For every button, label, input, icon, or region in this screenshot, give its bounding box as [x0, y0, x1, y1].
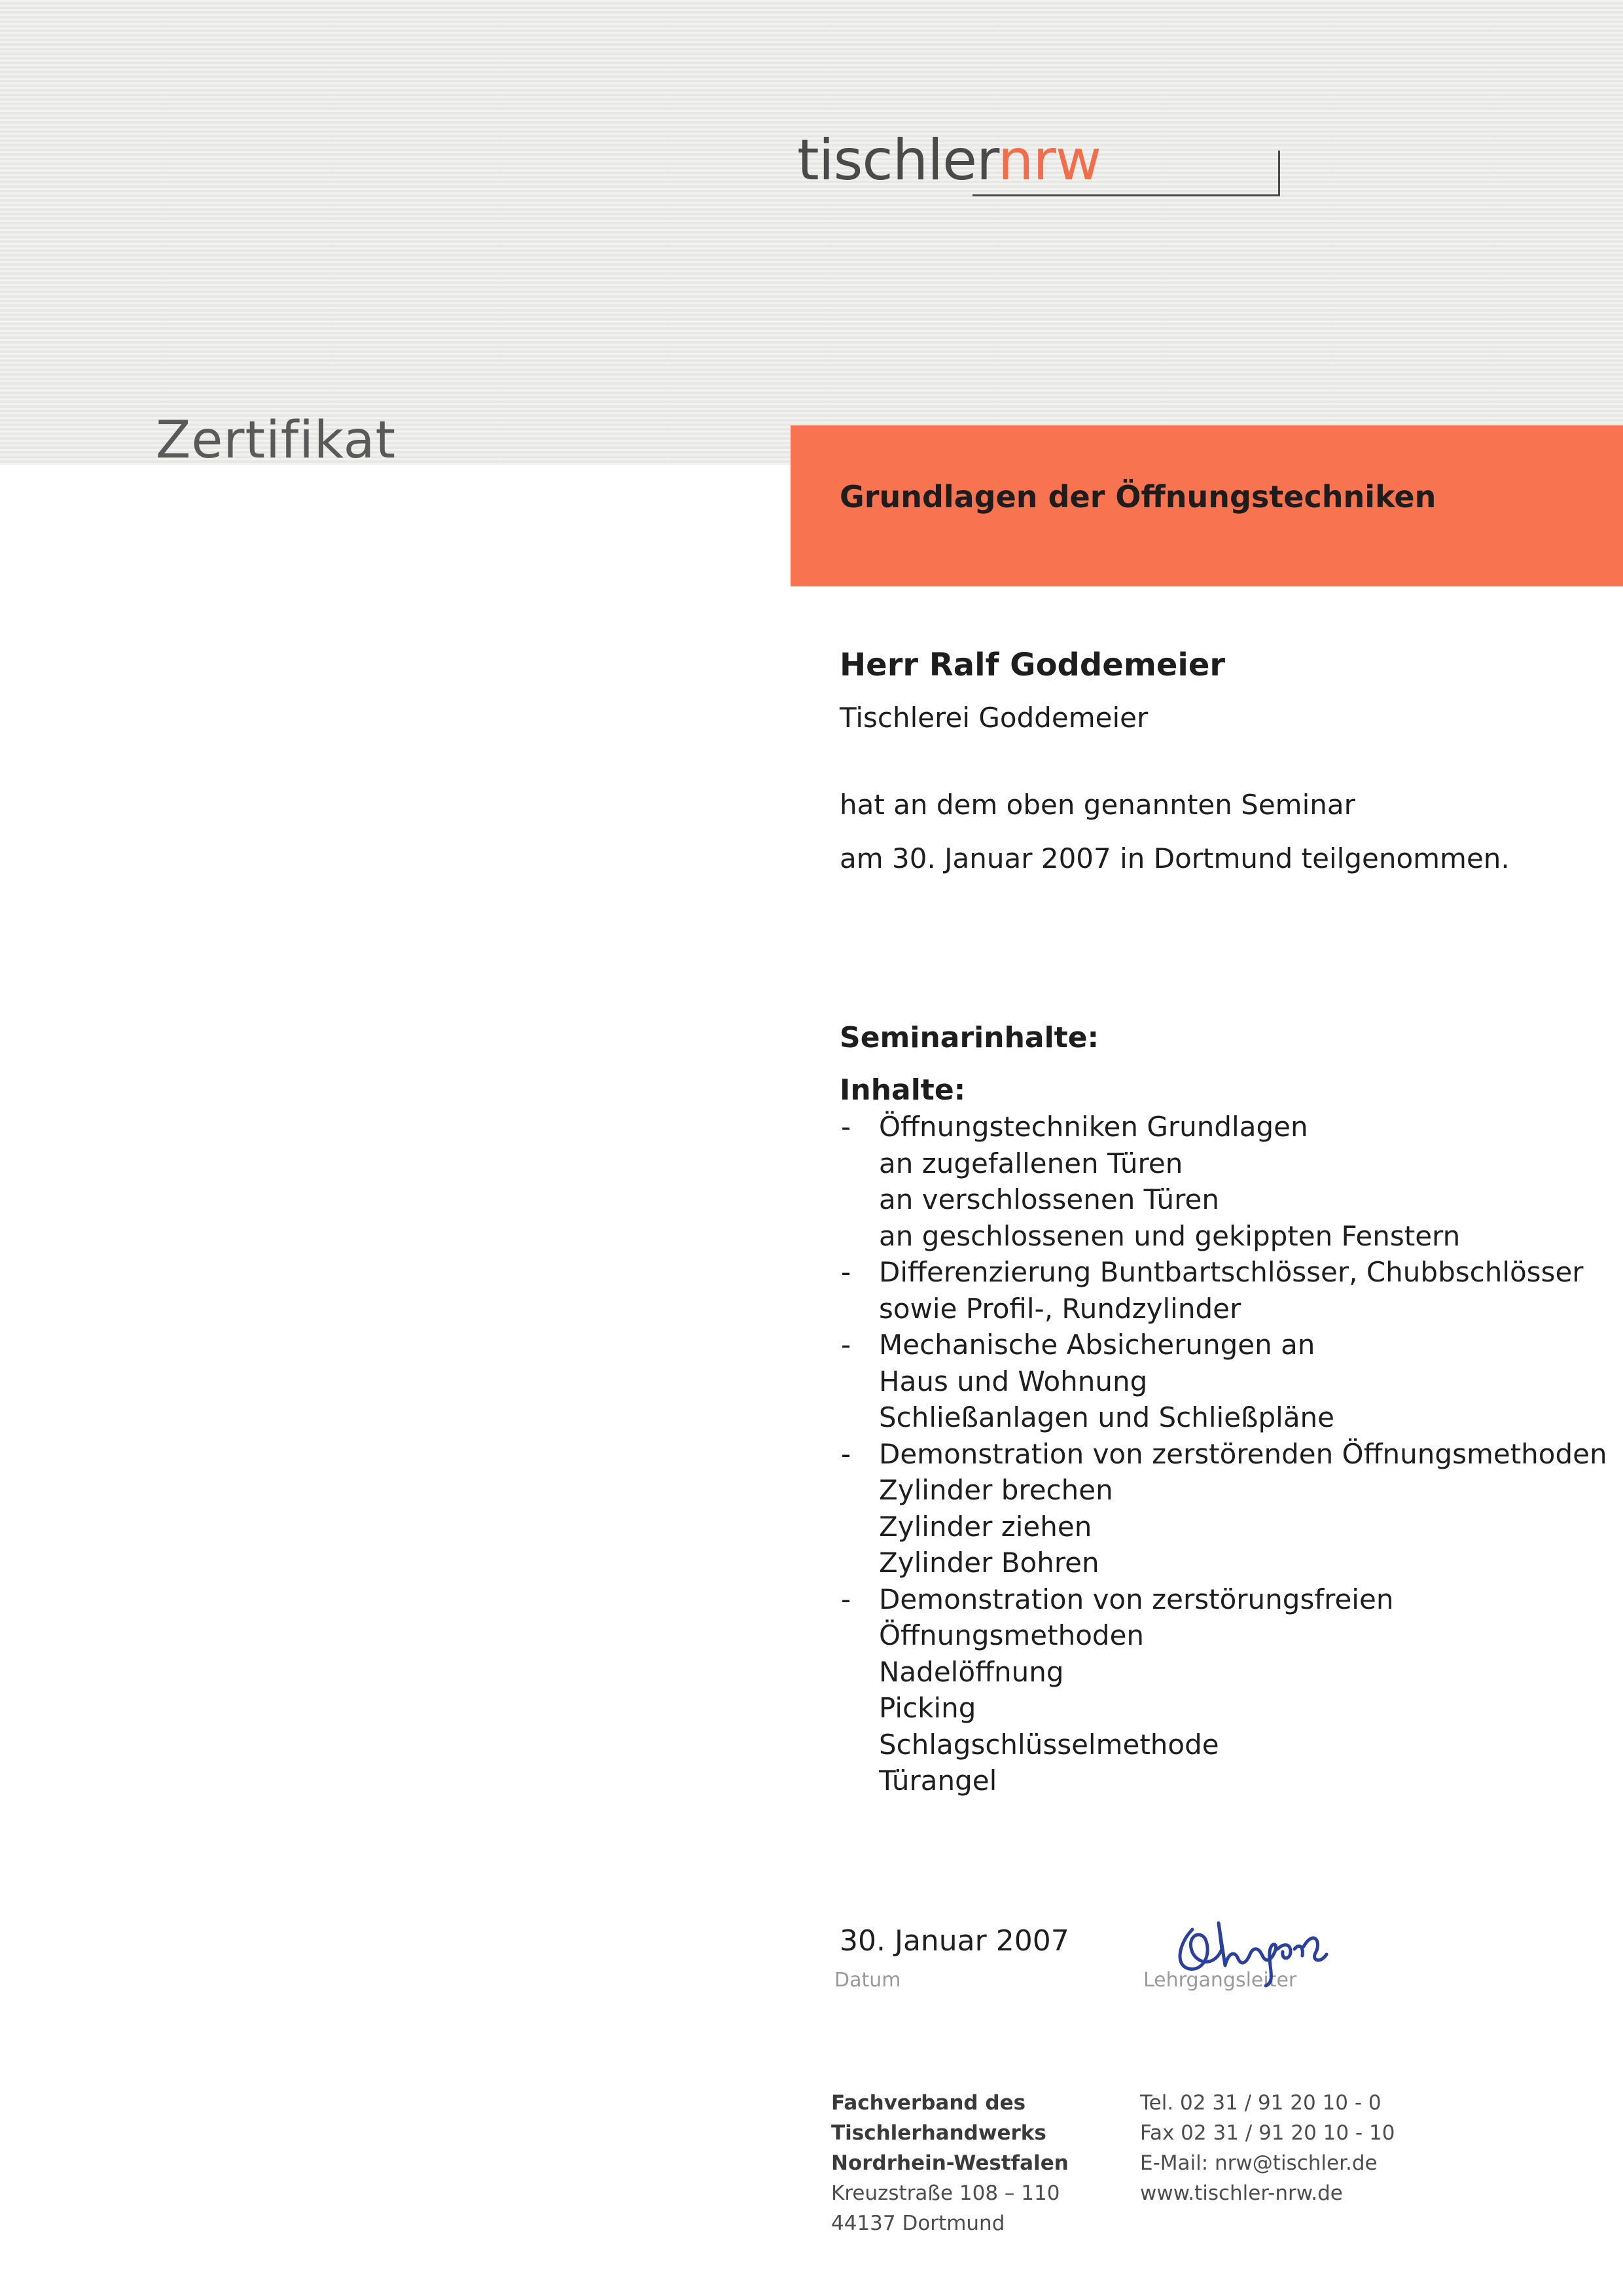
contents-item	[840, 1654, 1612, 1691]
contents-item	[840, 1690, 1612, 1727]
contents-item-text: Nadelöffnung	[879, 1655, 1064, 1688]
contents-item	[840, 1291, 1612, 1327]
list-dash: -	[841, 1111, 851, 1143]
course-title-band	[791, 425, 1623, 586]
logo-wordmark	[797, 124, 1101, 196]
signature-caption: Lehrgangsleiter	[1143, 1969, 1297, 1992]
contents-item	[840, 1617, 1612, 1654]
contents-item-text: Demonstration von zerstörenden Öffnungsmethoden	[879, 1437, 1607, 1470]
participant-name: Herr Ralf Goddemeier	[840, 647, 1226, 683]
contents-item-text: Schlagschlüsselmethode	[879, 1728, 1219, 1761]
contents-item-text: an zugefallenen Türen	[879, 1147, 1183, 1179]
footer-address-line: 44137 Dortmund	[831, 2212, 1005, 2235]
footer-org-line: Tischlerhandwerks	[831, 2121, 1046, 2145]
contents-item	[840, 1327, 1612, 1363]
footer-organisation	[831, 2088, 1069, 2238]
contents-item	[840, 1218, 1612, 1255]
list-dash: -	[841, 1583, 851, 1615]
contents-item-text: Differenzierung Buntbartschlösser, Chubbschlösser	[879, 1256, 1584, 1288]
contents-item	[840, 1399, 1612, 1436]
contents-item-text: Haus und Wohnung	[879, 1365, 1148, 1397]
contents-item	[840, 1472, 1612, 1509]
contents-item-text: an geschlossenen und gekippten Fenstern	[879, 1219, 1461, 1252]
contents-item-text: Öffnungstechniken Grundlagen	[879, 1111, 1308, 1143]
contents-item	[840, 1727, 1612, 1763]
footer-org-line: Nordrhein-Westfalen	[831, 2151, 1069, 2175]
contents-item	[840, 1436, 1612, 1473]
contents-item	[840, 1545, 1612, 1581]
contents-item	[840, 1145, 1612, 1182]
list-dash: -	[841, 1329, 851, 1361]
logo-part-tischler: tischler	[797, 128, 998, 193]
certificate-label: Zertifikat	[156, 411, 397, 470]
tischler-nrw-logo	[797, 124, 1150, 203]
statement-line-1: hat an dem oben genannten Seminar	[840, 789, 1355, 821]
footer-website: www.tischler-nrw.de	[1140, 2181, 1343, 2205]
footer-address-line: Kreuzstraße 108 – 110	[831, 2181, 1060, 2205]
contents-item-text: Türangel	[879, 1765, 997, 1797]
course-title: Grundlagen der Öffnungstechniken	[840, 479, 1436, 514]
contents-item	[840, 1181, 1612, 1218]
contents-item	[840, 1363, 1612, 1400]
contents-heading: Inhalte:	[840, 1073, 966, 1107]
contents-item-text: Schließanlagen und Schließpläne	[879, 1401, 1335, 1433]
logo-underline	[972, 194, 1280, 196]
contents-item	[840, 1109, 1612, 1145]
statement-line-2: am 30. Januar 2007 in Dortmund teilgenommen.	[840, 842, 1510, 874]
list-dash: -	[841, 1437, 851, 1470]
contents-item	[840, 1254, 1612, 1291]
signature-icon	[1166, 1903, 1343, 1988]
date-value: 30. Januar 2007	[840, 1924, 1069, 1958]
logo-tick	[1278, 151, 1280, 196]
contents-item	[840, 1509, 1612, 1545]
date-caption: Datum	[834, 1969, 901, 1992]
contents-item-text: an verschlossenen Türen	[879, 1183, 1219, 1215]
contents-item-text: Picking	[879, 1692, 976, 1724]
footer-email: E-Mail: nrw@tischler.de	[1140, 2151, 1378, 2175]
contents-item-text: Mechanische Absicherungen an	[879, 1329, 1315, 1361]
participant-company: Tischlerei Goddemeier	[840, 702, 1149, 734]
contents-item	[840, 1581, 1612, 1618]
list-dash: -	[841, 1256, 851, 1288]
contents-item-text: Zylinder brechen	[879, 1474, 1113, 1506]
contents-item	[840, 1763, 1612, 1799]
footer-phone: Tel. 02 31 / 91 20 10 - 0	[1140, 2091, 1382, 2115]
contents-list	[840, 1109, 1612, 1799]
contents-item-text: sowie Profil-, Rundzylinder	[879, 1292, 1241, 1325]
header-band	[0, 0, 1623, 465]
contents-item-text: Zylinder Bohren	[879, 1547, 1099, 1579]
footer-org-line: Fachverband des	[831, 2091, 1026, 2115]
footer-contact	[1140, 2088, 1395, 2208]
seminar-contents-heading: Seminarinhalte:	[840, 1021, 1099, 1054]
contents-item-text: Demonstration von zerstörungsfreien	[879, 1583, 1394, 1615]
contents-item-text: Öffnungsmethoden	[879, 1619, 1145, 1651]
footer-fax: Fax 02 31 / 91 20 10 - 10	[1140, 2121, 1395, 2145]
logo-part-nrw: nrw	[997, 128, 1101, 193]
contents-item-text: Zylinder ziehen	[879, 1510, 1092, 1543]
